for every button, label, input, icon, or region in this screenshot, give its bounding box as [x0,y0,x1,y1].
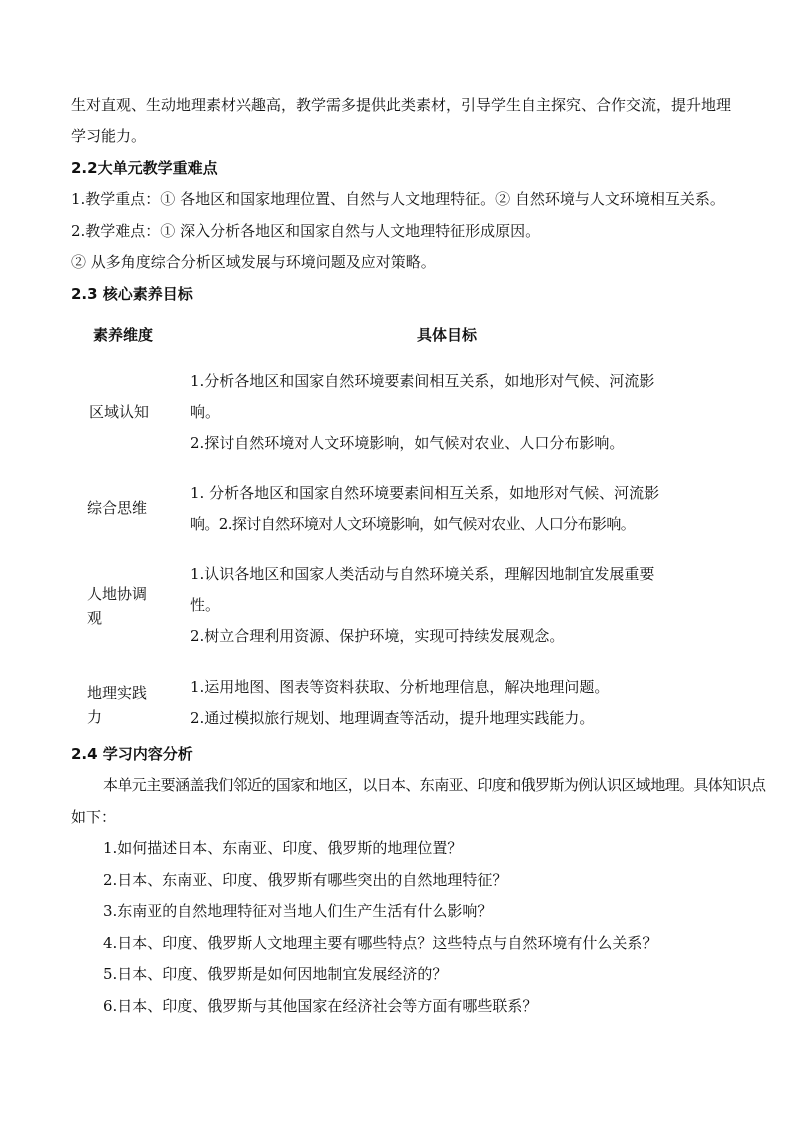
list-item: 5.日本、印度、俄罗斯是如何因地制宜发展经济的？ [103,965,448,983]
goal-line: 性。 [190,596,221,614]
section-2-3-heading: 2.3 核心素养目标 [71,285,193,303]
dimension-cell: 区域认知 [89,403,150,421]
list-item: 3.东南亚的自然地理特征对当地人们生产生活有什么影响？ [103,902,493,920]
table-header-dimension: 素养维度 [93,326,154,344]
dimension-cell-cont: 观 [87,609,103,627]
section-2-2-heading: 2.2大单元教学重难点 [71,159,218,177]
dimension-cell: 地理实践 [87,684,148,702]
goal-line: 响。2.探讨自然环境对人文环境影响，如气候对农业、人口分布影响。 [190,515,636,533]
section-2-4-heading: 2.4 学习内容分析 [71,745,193,763]
goal-line: 响。 [190,403,221,421]
goal-line: 1.认识各地区和国家人类活动与自然环境关系，理解因地制宜发展重要 [190,565,655,583]
goal-line: 1. 分析各地区和国家自然环境要素间相互关系，如地形对气候、河流影 [190,484,660,502]
list-item: 4.日本、印度、俄罗斯人文地理主要有哪些特点？这些特点与自然环境有什么关系？ [103,934,658,952]
list-item: 6.日本、印度、俄罗斯与其他国家在经济社会等方面有哪些联系？ [103,997,538,1015]
list-item: 2.日本、东南亚、印度、俄罗斯有哪些突出的自然地理特征？ [103,871,508,889]
goal-line: 2.通过模拟旅行规划、地理调查等活动，提升地理实践能力。 [190,709,595,727]
goal-line: 1.分析各地区和国家自然环境要素间相互关系，如地形对气候、河流影 [190,372,655,390]
goal-line: 1.运用地图、图表等资料获取、分析地理信息，解决地理问题。 [190,678,610,696]
content-paragraph-line-1: 本单元主要涵盖我们邻近的国家和地区，以日本、东南亚、印度和俄罗斯为例认识区域地理。具体知识点 [103,776,766,794]
table-header-goal: 具体目标 [417,326,478,344]
intro-line-2: 学习能力。 [71,127,147,145]
goal-line: 2.探讨自然环境对人文环境影响，如气候对农业、人口分布影响。 [190,434,625,452]
dimension-cell-cont: 力 [87,708,103,726]
teaching-difficulty: 2.教学难点：① 深入分析各地区和国家自然与人文地理特征形成原因。 [71,222,541,240]
goal-line: 2.树立合理利用资源、保护环境，实现可持续发展观念。 [190,627,565,645]
dimension-cell: 综合思维 [87,499,148,517]
teaching-difficulty-2: ② 从多角度综合分析区域发展与环境问题及应对策略。 [71,253,436,271]
dimension-cell: 人地协调 [87,585,148,603]
teaching-focus: 1.教学重点：① 各地区和国家地理位置、自然与人文地理特征。② 自然环境与人文环境相互关系。 [71,190,725,208]
content-paragraph-line-2: 如下： [71,808,117,826]
list-item: 1.如何描述日本、东南亚、印度、俄罗斯的地理位置？ [103,839,463,857]
intro-line-1: 生对直观、生动地理素材兴趣高，教学需多提供此类素材，引导学生自主探究、合作交流，提升地理 [71,96,732,114]
